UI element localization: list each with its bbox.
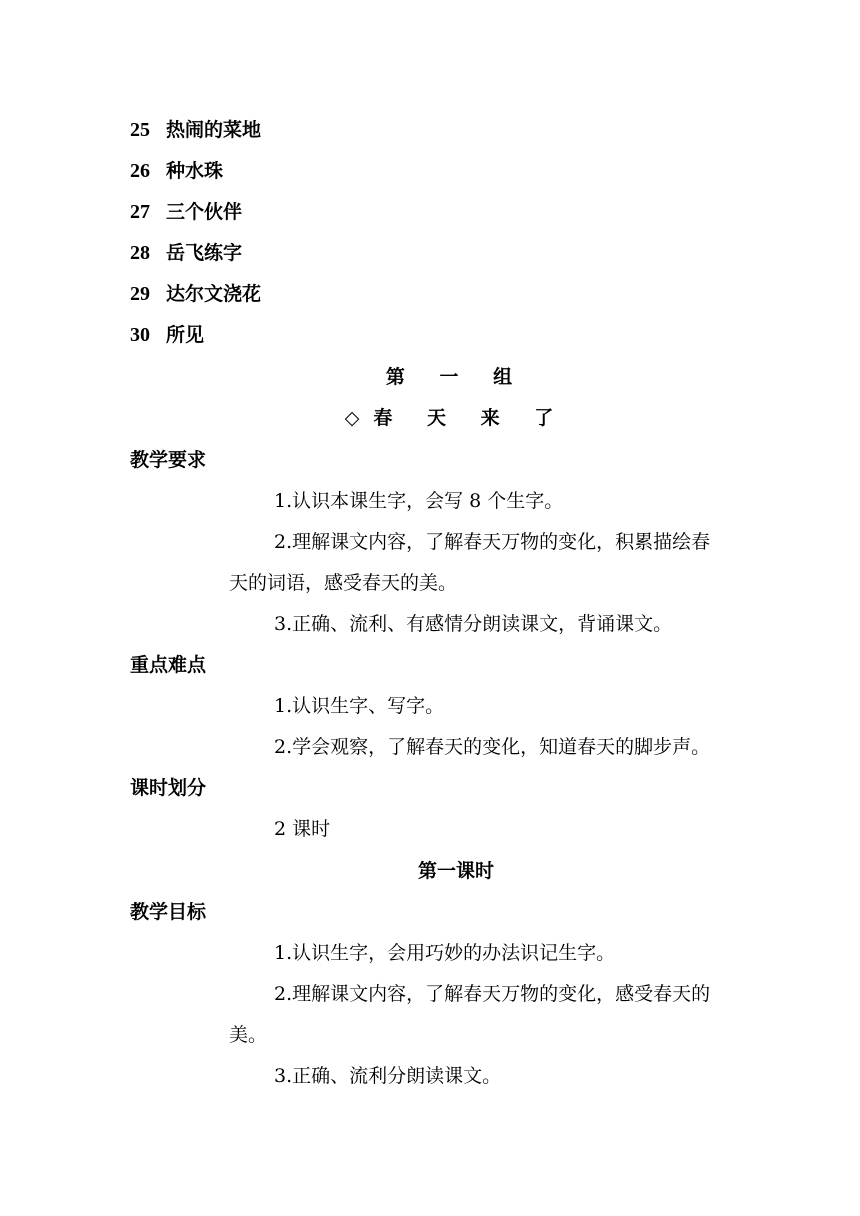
toc-number: 29 xyxy=(130,283,150,305)
toc-title: 种水珠 xyxy=(166,160,224,182)
toc-title: 达尔文浇花 xyxy=(166,283,262,305)
requirement-line: 1.认识本课生字，会写 8 个生字。 xyxy=(274,490,564,512)
goal-line: 2.理解课文内容，了解春天万物的变化，感受春天的 xyxy=(274,983,711,1005)
group-title: 第 一 组 xyxy=(385,366,527,388)
period-title: 第一课时 xyxy=(417,860,494,882)
goal-line: 美。 xyxy=(229,1024,268,1046)
requirement-line: 3.正确、流利、有感情分朗读课文，背诵课文。 xyxy=(274,613,673,635)
toc-title: 三个伙伴 xyxy=(166,201,243,223)
toc-number: 28 xyxy=(130,242,150,264)
toc-number: 27 xyxy=(130,201,150,223)
requirement-line: 天的词语，感受春天的美。 xyxy=(229,572,458,594)
toc-number: 30 xyxy=(130,324,150,346)
key-point-line: 2.学会观察，了解春天的变化，知道春天的脚步声。 xyxy=(274,736,711,758)
goal-line: 3.正确、流利分朗读课文。 xyxy=(274,1065,502,1087)
toc-title: 岳飞练字 xyxy=(166,242,243,264)
section-heading-schedule: 课时划分 xyxy=(130,777,207,799)
toc-number: 26 xyxy=(130,160,150,182)
key-point-line: 1.认识生字、写字。 xyxy=(274,695,445,717)
section-heading-requirements: 教学要求 xyxy=(130,449,207,471)
toc-item xyxy=(130,322,204,348)
section-heading-key-points: 重点难点 xyxy=(130,654,207,676)
toc-item xyxy=(130,281,261,307)
section-heading-goals: 教学目标 xyxy=(130,901,207,923)
toc-item xyxy=(130,199,242,225)
toc-item xyxy=(130,158,223,184)
schedule-line: 2 课时 xyxy=(274,818,331,840)
goal-line: 1.认识生字，会用巧妙的办法识记生字。 xyxy=(274,942,616,964)
toc-number: 25 xyxy=(130,119,150,141)
toc-item xyxy=(130,240,242,266)
toc-item xyxy=(130,117,261,143)
lesson-title: ◇春 天 来 了 xyxy=(344,407,568,429)
toc-title: 热闹的菜地 xyxy=(166,119,262,141)
requirement-line: 2.理解课文内容，了解春天万物的变化，积累描绘春 xyxy=(274,531,711,553)
toc-title: 所见 xyxy=(166,324,205,346)
